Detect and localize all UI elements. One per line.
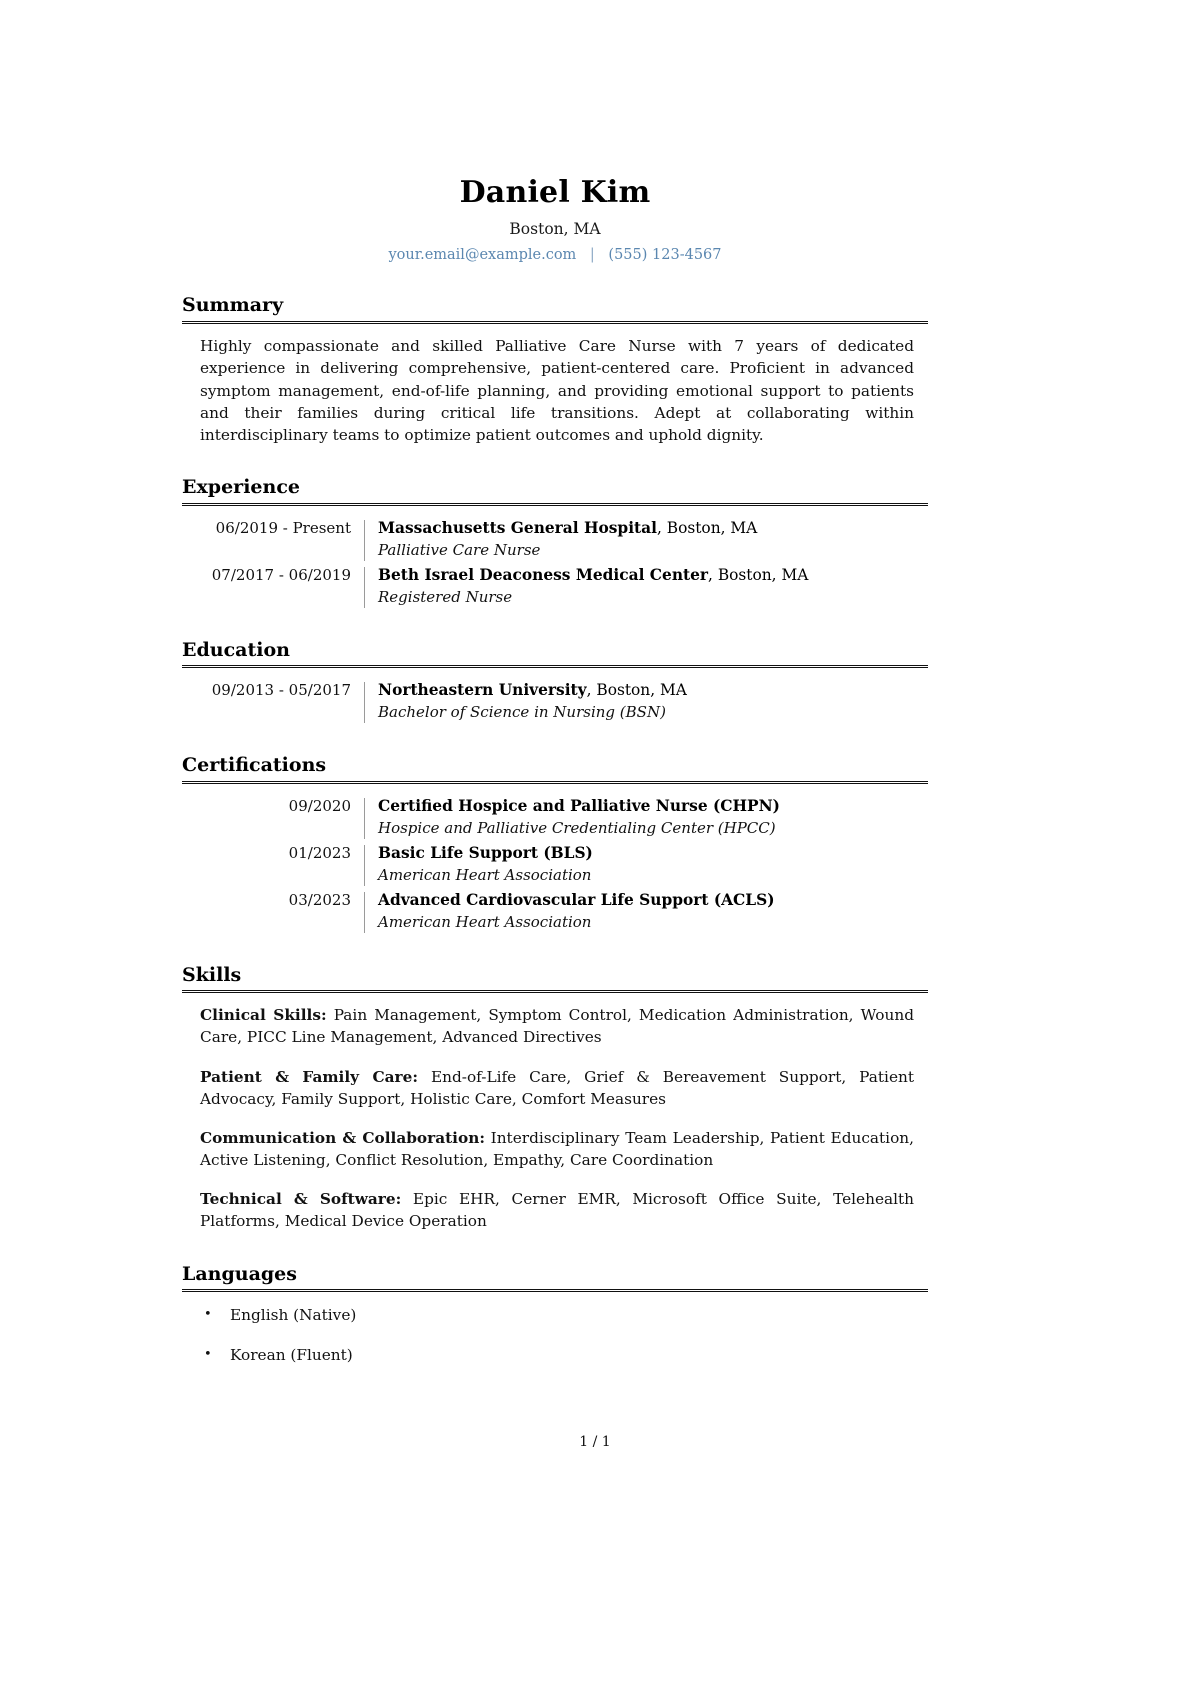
certification-name: Certified Hospice and Palliative Nurse (CHPN) (378, 796, 780, 815)
certification-issuer: American Heart Association (378, 865, 592, 884)
section-body-summary (182, 324, 928, 446)
entry-primary-line (378, 517, 928, 540)
section-title-summary: Summary (182, 294, 284, 317)
skill-items: Pain Management, Symptom Control, Medication Administration, Wound Care, PICC Line Management, Advanced Directives (200, 1006, 914, 1047)
entry-organization-location: , Boston, MA (708, 565, 809, 584)
entry-primary-line (378, 842, 928, 865)
list-item (200, 1305, 928, 1326)
certification-issuer: Hospice and Palliative Credentialing Center (HPCC) (378, 819, 776, 838)
skill-items: End-of-Life Care, Grief & Bereavement Support, Patient Advocacy, Family Support, Holistic Care, Comfort Measures (200, 1067, 914, 1108)
section-body-experience (182, 506, 928, 609)
entry-organization-location: , Boston, MA (586, 681, 687, 700)
entry-organization: Massachusetts General Hospital (378, 518, 657, 537)
section-title-education: Education (182, 638, 290, 661)
certification-issuer: American Heart Association (378, 912, 592, 931)
summary-paragraph: Highly compassionate and skilled Palliative Care Nurse with 7 years of dedicated experience in delivering comprehensive, patient-centered care. Proficient in advanced symptom management, end-of-life planning, and providing emotional support to patients and their families during critical life transitions. Adept at collaborating within interdisciplinary teams to optimize patient outcomes and uphold dignity. (200, 337, 914, 444)
entry-date: 06/2019 - Present (215, 518, 351, 537)
entry-detail (365, 795, 928, 840)
entry-date: 01/2023 (288, 843, 351, 862)
skill-items: Interdisciplinary Team Leadership, Patient Education, Active Listening, Conflict Resolution, Empathy, Care Coordination (200, 1128, 914, 1170)
bullet-icon: • (204, 1307, 212, 1323)
entry-date: 09/2013 - 05/2017 (211, 681, 351, 700)
section-title-experience: Experience (182, 476, 300, 499)
section-education (182, 639, 928, 725)
section-title-skills: Skills (182, 963, 242, 986)
bullet-icon: • (204, 1346, 212, 1362)
contact-separator: | (589, 247, 595, 264)
section-summary (182, 294, 928, 446)
experience-entry (182, 517, 928, 562)
section-body-languages (182, 1292, 928, 1366)
section-skills (182, 964, 928, 1233)
entry-organization: Beth Israel Deaconess Medical Center (378, 565, 709, 584)
skill-group (182, 1004, 928, 1048)
certification-name: Basic Life Support (BLS) (378, 843, 593, 862)
section-certifications (182, 754, 928, 933)
entry-degree: Bachelor of Science in Nursing (BSN) (378, 703, 666, 722)
phone-link[interactable]: (555) 123-4567 (608, 247, 722, 264)
entry-organization-location: , Boston, MA (656, 518, 758, 537)
entry-primary-line (378, 564, 928, 587)
entry-date: 09/2020 (288, 796, 351, 815)
certification-entry (182, 842, 928, 887)
section-body-skills (182, 993, 928, 1232)
section-title-languages: Languages (182, 1262, 297, 1285)
page-indicator: 1 / 1 (579, 1434, 611, 1450)
section-body-certifications (182, 784, 928, 934)
entry-date: 03/2023 (288, 890, 351, 909)
skill-items: Epic EHR, Cerner EMR, Microsoft Office Suite, Telehealth Platforms, Medical Device Operation (200, 1190, 915, 1231)
entry-date: 07/2017 - 06/2019 (211, 565, 351, 584)
skill-group (182, 1188, 928, 1232)
skill-group (182, 1066, 928, 1110)
skill-category-label: Clinical Skills: (200, 1006, 327, 1025)
candidate-name: Daniel Kim (459, 175, 651, 210)
email-link[interactable]: your.email@example.com (388, 247, 577, 264)
experience-entry (182, 564, 928, 609)
entry-role: Palliative Care Nurse (378, 540, 541, 559)
resume-content-column (182, 0, 928, 1683)
page-footer (0, 1434, 1190, 1450)
skill-category-label: Patient & Family Care: (200, 1067, 419, 1086)
section-title-certifications: Certifications (182, 754, 327, 777)
certification-name: Advanced Cardiovascular Life Support (ACLS) (378, 890, 775, 909)
language-label: Korean (Fluent) (230, 1345, 353, 1364)
contact-line (182, 247, 928, 264)
entry-primary-line (378, 679, 928, 702)
skill-category-label: Communication & Collaboration: (200, 1128, 485, 1147)
certification-entry (182, 795, 928, 840)
entry-primary-line (378, 889, 928, 912)
entry-detail (365, 842, 928, 887)
candidate-location: Boston, MA (509, 219, 601, 238)
entry-primary-line (378, 795, 928, 818)
language-label: English (Native) (230, 1306, 357, 1325)
skill-group (182, 1127, 928, 1171)
education-entry (182, 679, 928, 724)
entry-detail (365, 679, 928, 724)
language-list (182, 1303, 928, 1366)
skill-category-label: Technical & Software: (200, 1190, 402, 1209)
entry-detail (365, 564, 928, 609)
list-item (200, 1345, 928, 1366)
entry-role: Registered Nurse (378, 587, 513, 606)
entry-detail (365, 517, 928, 562)
entry-detail (365, 889, 928, 934)
section-body-education (182, 668, 928, 724)
section-languages (182, 1263, 928, 1367)
certification-entry (182, 889, 928, 934)
section-experience (182, 476, 928, 608)
resume-header (182, 0, 928, 264)
entry-organization: Northeastern University (378, 681, 587, 700)
